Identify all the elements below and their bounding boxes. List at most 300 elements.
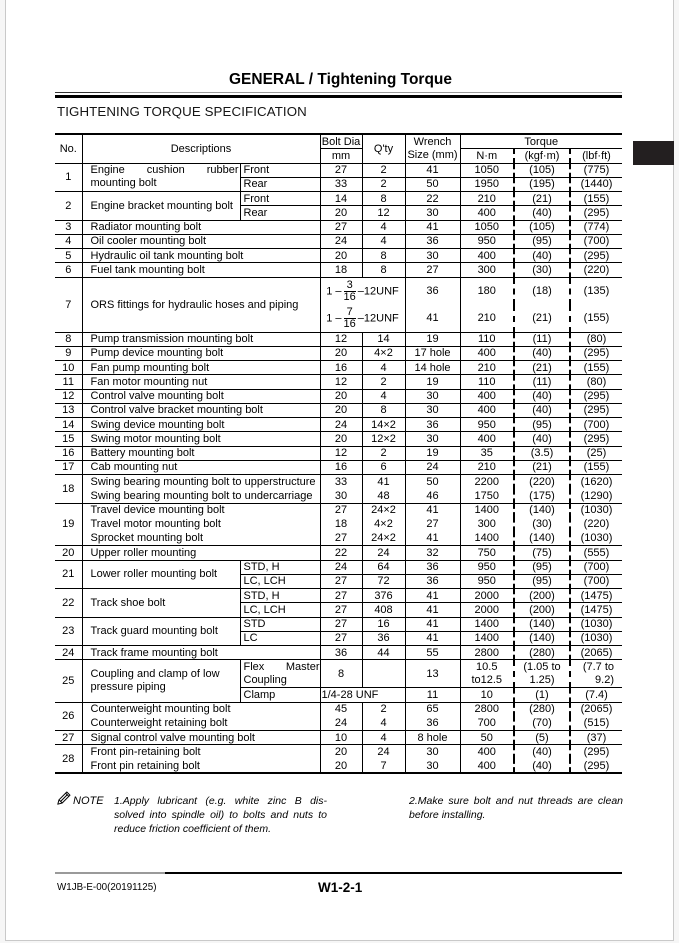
cell-bolt-dia: 20 <box>320 346 362 360</box>
cell-qty: 2 <box>362 163 405 177</box>
cell-description: Counterweight retaining bolt <box>82 716 320 730</box>
table-row <box>55 403 622 417</box>
fraction-numerator: 7 <box>344 307 356 319</box>
cell-bolt-dia: 20 <box>320 389 362 403</box>
cell-no: 27 <box>55 731 82 745</box>
cell-wrench-size: 8 hole <box>405 731 460 745</box>
cell-torque-lbfft: (1030) <box>570 503 622 517</box>
cell-no: 16 <box>55 446 82 460</box>
cell-description: Battery mounting bolt <box>82 446 320 460</box>
cell-torque-lbfft: (2065) <box>570 702 622 716</box>
document-code: W1JB-E-00(20191125) <box>57 882 157 893</box>
cell-torque-lbfft: (1440) <box>570 177 622 191</box>
cell-torque-kgfm: (105) <box>514 220 570 234</box>
cell-bolt-dia <box>320 305 405 333</box>
cell-wrench-size: 36 <box>405 234 460 248</box>
cell-wrench-size: 13 <box>405 660 460 688</box>
fraction-numerator: 3 <box>344 280 356 292</box>
cell-torque-kgfm: (40) <box>514 206 570 220</box>
cell-wrench-size: 41 <box>405 532 460 546</box>
cell-description: Track guard mounting bolt <box>82 617 240 646</box>
cell-torque-kgfm: (140) <box>514 503 570 517</box>
cell-torque-nm: 700 <box>460 716 514 730</box>
table-row <box>55 460 622 474</box>
cell-wrench-size: 36 <box>405 418 460 432</box>
cell-torque-lbfft: (220) <box>570 263 622 277</box>
cell-description: Swing bearing mounting bolt to undercarriage <box>82 489 320 503</box>
bolt-prefix: 1 – <box>326 311 342 324</box>
cell-bolt-dia: 20 <box>320 759 362 773</box>
cell-torque-kgfm: (40) <box>514 432 570 446</box>
cell-qty: 8 <box>362 403 405 417</box>
cell-wrench-size: 55 <box>405 646 460 660</box>
cell-qty: 6 <box>362 460 405 474</box>
cell-no: 24 <box>55 646 82 660</box>
cell-qty: 4×2 <box>362 346 405 360</box>
cell-wrench-size: 50 <box>405 475 460 489</box>
cell-bolt-dia: 8 <box>320 660 362 688</box>
table-row <box>55 660 622 688</box>
cell-torque-lbfft: (220) <box>570 517 622 531</box>
cell-torque-lbfft: (555) <box>570 546 622 560</box>
cell-torque-kgfm: (30) <box>514 517 570 531</box>
cell-description: Coupling and clamp of low pressure piping <box>82 660 240 702</box>
cell-wrench-size: 41 <box>405 305 460 333</box>
note-item-2 <box>409 794 623 822</box>
cell-torque-lbfft: (135) <box>570 277 622 305</box>
cell-variant: LC, LCH <box>240 603 320 617</box>
table-row <box>55 560 622 574</box>
cell-torque-kgfm: (75) <box>514 546 570 560</box>
cell-bolt-dia: 16 <box>320 361 362 375</box>
cell-torque-lbfft: (37) <box>570 731 622 745</box>
cell-wrench-size: 36 <box>405 277 460 305</box>
table-row <box>55 489 622 503</box>
cell-torque-lbfft: (295) <box>570 403 622 417</box>
cell-description: Radiator mounting bolt <box>82 220 320 234</box>
cell-torque-kgfm: (220) <box>514 475 570 489</box>
cell-wrench-size: 19 <box>405 375 460 389</box>
cell-description: Fan pump mounting bolt <box>82 361 320 375</box>
value-line: 10.5 <box>476 661 498 674</box>
table-row <box>55 234 622 248</box>
cell-torque-nm: 2000 <box>460 603 514 617</box>
cell-torque-lbfft: (774) <box>570 220 622 234</box>
cell-bolt-dia: 27 <box>320 503 362 517</box>
cell-qty: 44 <box>362 646 405 660</box>
cell-qty: 14×2 <box>362 418 405 432</box>
cell-description: Pump transmission mounting bolt <box>82 332 320 346</box>
cell-torque-lbfft: (1475) <box>570 589 622 603</box>
cell-wrench-size: 27 <box>405 263 460 277</box>
cell-qty: 4 <box>362 361 405 375</box>
page-title: GENERAL / Tightening Torque <box>228 71 453 88</box>
cell-torque-nm: 1400 <box>460 503 514 517</box>
cell-wrench-size: 36 <box>405 716 460 730</box>
table-row <box>55 716 622 730</box>
cell-bolt-dia: 27 <box>320 574 362 588</box>
cell-torque-kgfm: (40) <box>514 346 570 360</box>
cell-qty: 24×2 <box>362 532 405 546</box>
cell-torque-nm: 750 <box>460 546 514 560</box>
cell-qty: 2 <box>362 446 405 460</box>
cell-torque-kgfm: (40) <box>514 403 570 417</box>
cell-torque-nm: 1400 <box>460 617 514 631</box>
cell-no: 10 <box>55 361 82 375</box>
cell-torque-nm: 1050 <box>460 163 514 177</box>
cell-description: Engine cushion rubber mounting bolt <box>82 163 240 192</box>
cell-description: Control valve mounting bolt <box>82 389 320 403</box>
cell-no: 19 <box>55 503 82 546</box>
cell-description: Control valve bracket mounting bolt <box>82 403 320 417</box>
cell-bolt-dia: 20 <box>320 206 362 220</box>
cell-qty: 36 <box>362 631 405 645</box>
cell-qty: 24 <box>362 745 405 759</box>
cell-description: Travel motor mounting bolt <box>82 517 320 531</box>
table-row <box>55 277 622 305</box>
cell-wrench-size: 17 hole <box>405 346 460 360</box>
cell-bolt-dia: 24 <box>320 418 362 432</box>
bolt-prefix: 1 – <box>326 284 342 297</box>
cell-description: Cab mounting nut <box>82 460 320 474</box>
note-line: reduce friction coefficient of them. <box>114 823 271 835</box>
cell-bolt-dia: 22 <box>320 546 362 560</box>
cell-qty: 64 <box>362 560 405 574</box>
cell-no: 28 <box>55 745 82 774</box>
table-header-row <box>55 134 622 149</box>
section-title: TIGHTENING TORQUE SPECIFICATION <box>57 104 307 119</box>
cell-no: 5 <box>55 249 82 263</box>
cell-torque-nm: 110 <box>460 332 514 346</box>
tightening-torque-table <box>55 133 622 774</box>
table-row <box>55 432 622 446</box>
cell-torque-kgfm: (140) <box>514 532 570 546</box>
cell-torque-lbfft: (1620) <box>570 475 622 489</box>
cell-wrench-size: 19 <box>405 446 460 460</box>
cell-no: 4 <box>55 234 82 248</box>
cell-description: Oil cooler mounting bolt <box>82 234 320 248</box>
cell-torque-kgfm: (95) <box>514 418 570 432</box>
cell-torque-kgfm: (21) <box>514 192 570 206</box>
cell-qty: 12 <box>362 206 405 220</box>
cell-bolt-dia: 16 <box>320 460 362 474</box>
cell-qty: 2 <box>362 375 405 389</box>
cell-wrench-size: 30 <box>405 206 460 220</box>
table-row <box>55 446 622 460</box>
cell-wrench-size: 22 <box>405 192 460 206</box>
note-line: 1.Apply lubricant (e.g. white zinc B dis- <box>114 795 327 807</box>
cell-qty: 14 <box>362 332 405 346</box>
cell-torque-kgfm: (95) <box>514 234 570 248</box>
cell-bolt-dia: 20 <box>320 403 362 417</box>
table-row <box>55 503 622 517</box>
cell-torque-lbfft: (155) <box>570 192 622 206</box>
cell-variant: Front <box>240 192 320 206</box>
cell-bolt-dia: 12 <box>320 446 362 460</box>
cell-qty: 41 <box>362 475 405 489</box>
note-line: solved into spindle oil) to bolts and nuts to <box>114 809 327 821</box>
table-row <box>55 546 622 560</box>
cell-torque-nm: 950 <box>460 574 514 588</box>
cell-qty: 4 <box>362 220 405 234</box>
cell-wrench-size: 30 <box>405 745 460 759</box>
cell-wrench-size: 19 <box>405 332 460 346</box>
note-item-1 <box>114 794 327 836</box>
header-wrench-size <box>405 134 460 163</box>
cell-bolt-dia: 10 <box>320 731 362 745</box>
cell-torque-kgfm: (30) <box>514 263 570 277</box>
cell-torque-kgfm: (95) <box>514 574 570 588</box>
cell-no: 21 <box>55 560 82 589</box>
cell-bolt-dia: 27 <box>320 163 362 177</box>
cell-wrench-size: 41 <box>405 163 460 177</box>
cell-variant: STD <box>240 617 320 631</box>
cell-torque-nm: 400 <box>460 432 514 446</box>
cell-no: 18 <box>55 475 82 504</box>
cell-bolt-dia: 30 <box>320 489 362 503</box>
cell-torque-nm: 400 <box>460 389 514 403</box>
cell-description: Sprocket mounting bolt <box>82 532 320 546</box>
cell-variant: Rear <box>240 177 320 191</box>
header-torque: Torque <box>460 134 622 149</box>
cell-description: Signal control valve mounting bolt <box>82 731 320 745</box>
cell-torque-nm: 180 <box>460 277 514 305</box>
cell-torque-kgfm: (11) <box>514 332 570 346</box>
cell-bolt-dia <box>320 277 405 305</box>
cell-torque-lbfft: (295) <box>570 389 622 403</box>
cell-qty: 4 <box>362 716 405 730</box>
cell-torque-nm: 1400 <box>460 532 514 546</box>
cell-bolt-dia: 12 <box>320 375 362 389</box>
cell-torque-lbfft: (295) <box>570 346 622 360</box>
cell-bolt-dia: 20 <box>320 745 362 759</box>
value-line: (1.05 to <box>523 661 561 674</box>
cell-torque-nm <box>460 660 514 688</box>
pencil-icon <box>56 791 71 806</box>
cell-qty: 408 <box>362 603 405 617</box>
cell-torque-nm: 2200 <box>460 475 514 489</box>
cell-torque-nm: 110 <box>460 375 514 389</box>
cell-torque-lbfft: (775) <box>570 163 622 177</box>
cell-torque-lbfft: (295) <box>570 249 622 263</box>
value-line: to12.5 <box>471 673 503 686</box>
cell-torque-nm: 210 <box>460 305 514 333</box>
cell-bolt-dia: 27 <box>320 589 362 603</box>
cell-torque-nm: 950 <box>460 234 514 248</box>
cell-bolt-dia: 18 <box>320 263 362 277</box>
cell-torque-nm: 210 <box>460 192 514 206</box>
cell-torque-nm: 50 <box>460 731 514 745</box>
header-wrench-label: Wrench <box>413 136 452 149</box>
table-row <box>55 389 622 403</box>
cell-description: Engine bracket mounting bolt <box>82 192 240 221</box>
cell-no: 23 <box>55 617 82 646</box>
cell-torque-kgfm: (95) <box>514 560 570 574</box>
cell-torque-kgfm: (11) <box>514 375 570 389</box>
section-side-tab <box>633 141 674 165</box>
table-row <box>55 249 622 263</box>
header-bolt-dia: Bolt Dia <box>321 135 361 148</box>
cell-variant: LC, LCH <box>240 574 320 588</box>
cell-torque-kgfm: (21) <box>514 305 570 333</box>
cell-torque-lbfft: (295) <box>570 432 622 446</box>
cell-torque-nm: 950 <box>460 560 514 574</box>
cell-no: 17 <box>55 460 82 474</box>
cell-bolt-dia: 27 <box>320 617 362 631</box>
cell-bolt-dia: 18 <box>320 517 362 531</box>
cell-variant: Clamp <box>240 688 320 702</box>
cell-torque-kgfm: (70) <box>514 716 570 730</box>
cell-description: Swing bearing mounting bolt to upperstructure <box>82 475 320 489</box>
header-no: No. <box>55 134 82 163</box>
cell-torque-kgfm: (5) <box>514 731 570 745</box>
cell-bolt-dia: 27 <box>320 603 362 617</box>
cell-description: Track shoe bolt <box>82 589 240 618</box>
cell-qty: 2 <box>362 702 405 716</box>
cell-torque-kgfm: (40) <box>514 759 570 773</box>
cell-torque-nm: 950 <box>460 418 514 432</box>
cell-no: 15 <box>55 432 82 446</box>
cell-wrench-size: 14 hole <box>405 361 460 375</box>
cell-description: Swing motor mounting bolt <box>82 432 320 446</box>
cell-torque-kgfm: (40) <box>514 745 570 759</box>
header-bolt-dia-unit: mm <box>320 149 362 164</box>
table-row <box>55 532 622 546</box>
bolt-suffix: –12UNF <box>357 284 399 297</box>
cell-description: Track frame mounting bolt <box>82 646 320 660</box>
cell-wrench-size: 30 <box>405 432 460 446</box>
cell-torque-kgfm: (140) <box>514 617 570 631</box>
cell-description: Front pin retaining bolt <box>82 759 320 773</box>
cell-bolt-dia: 36 <box>320 646 362 660</box>
cell-no: 1 <box>55 163 82 192</box>
cell-torque-lbfft: (2065) <box>570 646 622 660</box>
cell-bolt-dia: 20 <box>320 249 362 263</box>
cell-bolt-dia: 20 <box>320 432 362 446</box>
cell-description: ORS fittings for hydraulic hoses and piping <box>82 277 320 332</box>
cell-torque-lbfft: (1290) <box>570 489 622 503</box>
cell-torque-lbfft: (700) <box>570 418 622 432</box>
cell-wrench-size: 32 <box>405 546 460 560</box>
table-row <box>55 646 622 660</box>
cell-torque-nm: 35 <box>460 446 514 460</box>
fraction-denominator: 16 <box>343 317 356 330</box>
cell-torque-kgfm: (175) <box>514 489 570 503</box>
table-row <box>55 263 622 277</box>
cell-torque-nm: 400 <box>460 759 514 773</box>
table-row <box>55 192 622 206</box>
cell-description: Travel device mounting bolt <box>82 503 320 517</box>
value-line: 9.2) <box>595 673 614 686</box>
header-rule-thick <box>55 95 622 98</box>
cell-qty: 8 <box>362 192 405 206</box>
cell-wrench-size: 11 <box>405 688 460 702</box>
cell-description: Fan motor mounting nut <box>82 375 320 389</box>
cell-description: Swing device mounting bolt <box>82 418 320 432</box>
cell-variant: Flex Master Coupling <box>240 660 320 688</box>
table-row <box>55 617 622 631</box>
cell-torque-lbfft: (80) <box>570 332 622 346</box>
footer-rule <box>55 872 622 874</box>
cell-no: 12 <box>55 389 82 403</box>
cell-bolt-dia: 24 <box>320 234 362 248</box>
cell-torque-kgfm: (18) <box>514 277 570 305</box>
cell-bolt-dia: 12 <box>320 332 362 346</box>
cell-torque-kgfm: (280) <box>514 702 570 716</box>
cell-no: 25 <box>55 660 82 702</box>
cell-torque-nm: 1400 <box>460 631 514 645</box>
cell-torque-lbfft: (155) <box>570 361 622 375</box>
value-line: 1.25) <box>529 673 555 686</box>
table-row <box>55 702 622 716</box>
cell-torque-nm: 300 <box>460 517 514 531</box>
note-label: NOTE <box>73 795 104 807</box>
bolt-fraction <box>344 280 356 303</box>
cell-qty: 4 <box>362 389 405 403</box>
cell-torque-lbfft: (7.4) <box>570 688 622 702</box>
cell-bolt-dia: 33 <box>320 177 362 191</box>
cell-torque-lbfft: (700) <box>570 560 622 574</box>
cell-qty: 4×2 <box>362 517 405 531</box>
table-row <box>55 759 622 773</box>
cell-wrench-size: 30 <box>405 759 460 773</box>
header-torque-nm: N·m <box>460 149 514 164</box>
cell-description: Hydraulic oil tank mounting bolt <box>82 249 320 263</box>
cell-bolt-dia: 27 <box>320 631 362 645</box>
cell-variant: Front <box>240 163 320 177</box>
header-descriptions: Descriptions <box>82 134 320 163</box>
cell-torque-kgfm: (3.5) <box>514 446 570 460</box>
table-row <box>55 332 622 346</box>
cell-variant: Rear <box>240 206 320 220</box>
bolt-fraction <box>344 307 356 330</box>
table-row <box>55 163 622 177</box>
table-row <box>55 475 622 489</box>
note-line: 2.Make sure bolt and nut threads are clean <box>409 795 623 807</box>
cell-torque-kgfm <box>514 660 570 688</box>
cell-torque-nm: 2000 <box>460 589 514 603</box>
cell-torque-nm: 2800 <box>460 702 514 716</box>
header-rule-thin <box>55 92 622 93</box>
cell-wrench-size: 36 <box>405 560 460 574</box>
cell-wrench-size: 41 <box>405 631 460 645</box>
fraction-denominator: 16 <box>343 290 356 303</box>
cell-qty <box>362 660 405 688</box>
cell-wrench-size: 24 <box>405 460 460 474</box>
cell-wrench-size: 41 <box>405 503 460 517</box>
cell-no: 2 <box>55 192 82 221</box>
table-row <box>55 745 622 759</box>
table-row <box>55 361 622 375</box>
cell-no: 11 <box>55 375 82 389</box>
cell-torque-nm: 210 <box>460 361 514 375</box>
cell-torque-kgfm: (40) <box>514 389 570 403</box>
cell-torque-nm: 210 <box>460 460 514 474</box>
cell-torque-nm: 300 <box>460 263 514 277</box>
cell-torque-nm: 400 <box>460 745 514 759</box>
cell-qty: 16 <box>362 617 405 631</box>
cell-torque-lbfft: (295) <box>570 745 622 759</box>
cell-qty: 8 <box>362 263 405 277</box>
cell-description: Pump device mounting bolt <box>82 346 320 360</box>
cell-torque-nm: 1950 <box>460 177 514 191</box>
cell-wrench-size: 41 <box>405 603 460 617</box>
cell-bolt-dia: 27 <box>320 532 362 546</box>
cell-bolt-dia: 27 <box>320 220 362 234</box>
cell-torque-kgfm: (280) <box>514 646 570 660</box>
cell-torque-nm: 1750 <box>460 489 514 503</box>
cell-torque-kgfm: (195) <box>514 177 570 191</box>
